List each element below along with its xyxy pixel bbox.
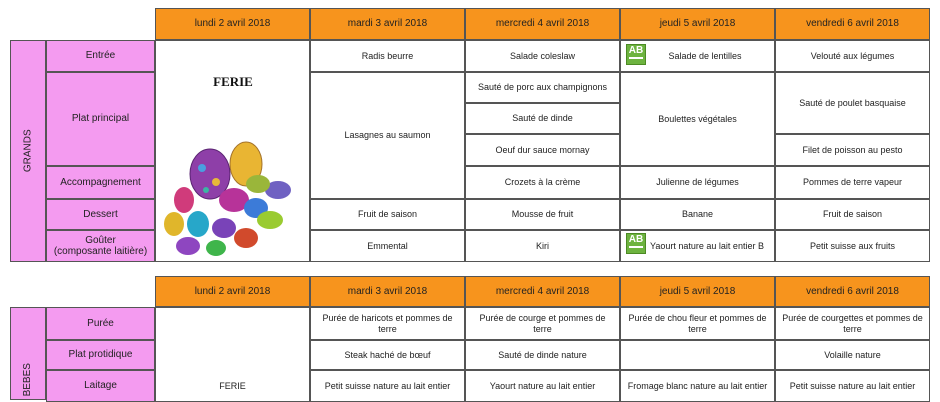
section-label-bebes: BEBES — [10, 307, 46, 400]
day-header-friday: vendredi 6 avril 2018 — [775, 276, 930, 307]
friday-plat-1: Sauté de poulet basquaise — [775, 72, 930, 134]
section-label-grands: GRANDS — [10, 40, 46, 262]
day-header-tuesday: mardi 3 avril 2018 — [310, 276, 465, 307]
thursday-entree: Salade de lentilles — [620, 40, 775, 72]
category-gouter: Goûter (composante laitière) — [46, 230, 155, 262]
category-puree: Purée — [46, 307, 155, 340]
tuesday-dessert: Fruit de saison — [310, 199, 465, 230]
wednesday-plat-2: Sauté de dinde — [465, 103, 620, 134]
day-header-monday: lundi 2 avril 2018 — [155, 8, 310, 40]
easter-eggs-image — [158, 138, 293, 258]
category-laitage: Laitage — [46, 370, 155, 402]
tuesday-puree: Purée de haricots et pommes de terre — [310, 307, 465, 340]
wednesday-plat: Sauté de dinde nature — [465, 340, 620, 370]
category-entree: Entrée — [46, 40, 155, 72]
wednesday-gouter: Kiri — [465, 230, 620, 262]
day-header-monday: lundi 2 avril 2018 — [155, 276, 310, 307]
tuesday-plat: Lasagnes au saumon — [310, 72, 465, 199]
friday-puree: Purée de courgettes et pommes de terre — [775, 307, 930, 340]
category-dessert: Dessert — [46, 199, 155, 230]
wednesday-entree: Salade coleslaw — [465, 40, 620, 72]
day-header-tuesday: mardi 3 avril 2018 — [310, 8, 465, 40]
friday-gouter: Petit suisse aux fruits — [775, 230, 930, 262]
friday-plat: Volaille nature — [775, 340, 930, 370]
thursday-gouter: Yaourt nature au lait entier B — [620, 230, 775, 262]
category-accompagnement: Accompagnement — [46, 166, 155, 199]
friday-entree: Velouté aux légumes — [775, 40, 930, 72]
wednesday-accompagnement: Crozets à la crème — [465, 166, 620, 199]
day-header-thursday: jeudi 5 avril 2018 — [620, 8, 775, 40]
wednesday-laitage: Yaourt nature au lait entier — [465, 370, 620, 402]
category-plat-principal: Plat principal — [46, 72, 155, 166]
thursday-plat: Boulettes végétales — [620, 72, 775, 166]
friday-plat-2: Filet de poisson au pesto — [775, 134, 930, 166]
category-plat-protidique: Plat protidique — [46, 340, 155, 370]
holiday-label: FERIE — [213, 74, 253, 89]
tuesday-gouter: Emmental — [310, 230, 465, 262]
tuesday-plat: Steak haché de bœuf — [310, 340, 465, 370]
thursday-dessert: Banane — [620, 199, 775, 230]
wednesday-plat-1: Sauté de porc aux champignons — [465, 72, 620, 103]
thursday-plat — [620, 340, 775, 370]
thursday-accompagnement: Julienne de légumes — [620, 166, 775, 199]
holiday-label: FERIE — [219, 380, 246, 391]
organic-label-icon: AB — [626, 233, 646, 254]
friday-laitage: Petit suisse nature au lait entier — [775, 370, 930, 402]
wednesday-plat-3: Oeuf dur sauce mornay — [465, 134, 620, 166]
wednesday-puree: Purée de courge et pommes de terre — [465, 307, 620, 340]
thursday-puree: Purée de chou fleur et pommes de terre — [620, 307, 775, 340]
friday-dessert: Fruit de saison — [775, 199, 930, 230]
wednesday-dessert: Mousse de fruit — [465, 199, 620, 230]
tuesday-entree: Radis beurre — [310, 40, 465, 72]
day-header-thursday: jeudi 5 avril 2018 — [620, 276, 775, 307]
day-header-wednesday: mercredi 4 avril 2018 — [465, 8, 620, 40]
day-header-friday: vendredi 6 avril 2018 — [775, 8, 930, 40]
tuesday-laitage: Petit suisse nature au lait entier — [310, 370, 465, 402]
day-header-wednesday: mercredi 4 avril 2018 — [465, 276, 620, 307]
friday-accompagnement: Pommes de terre vapeur — [775, 166, 930, 199]
thursday-laitage: Fromage blanc nature au lait entier — [620, 370, 775, 402]
organic-label-icon: AB — [626, 44, 646, 65]
